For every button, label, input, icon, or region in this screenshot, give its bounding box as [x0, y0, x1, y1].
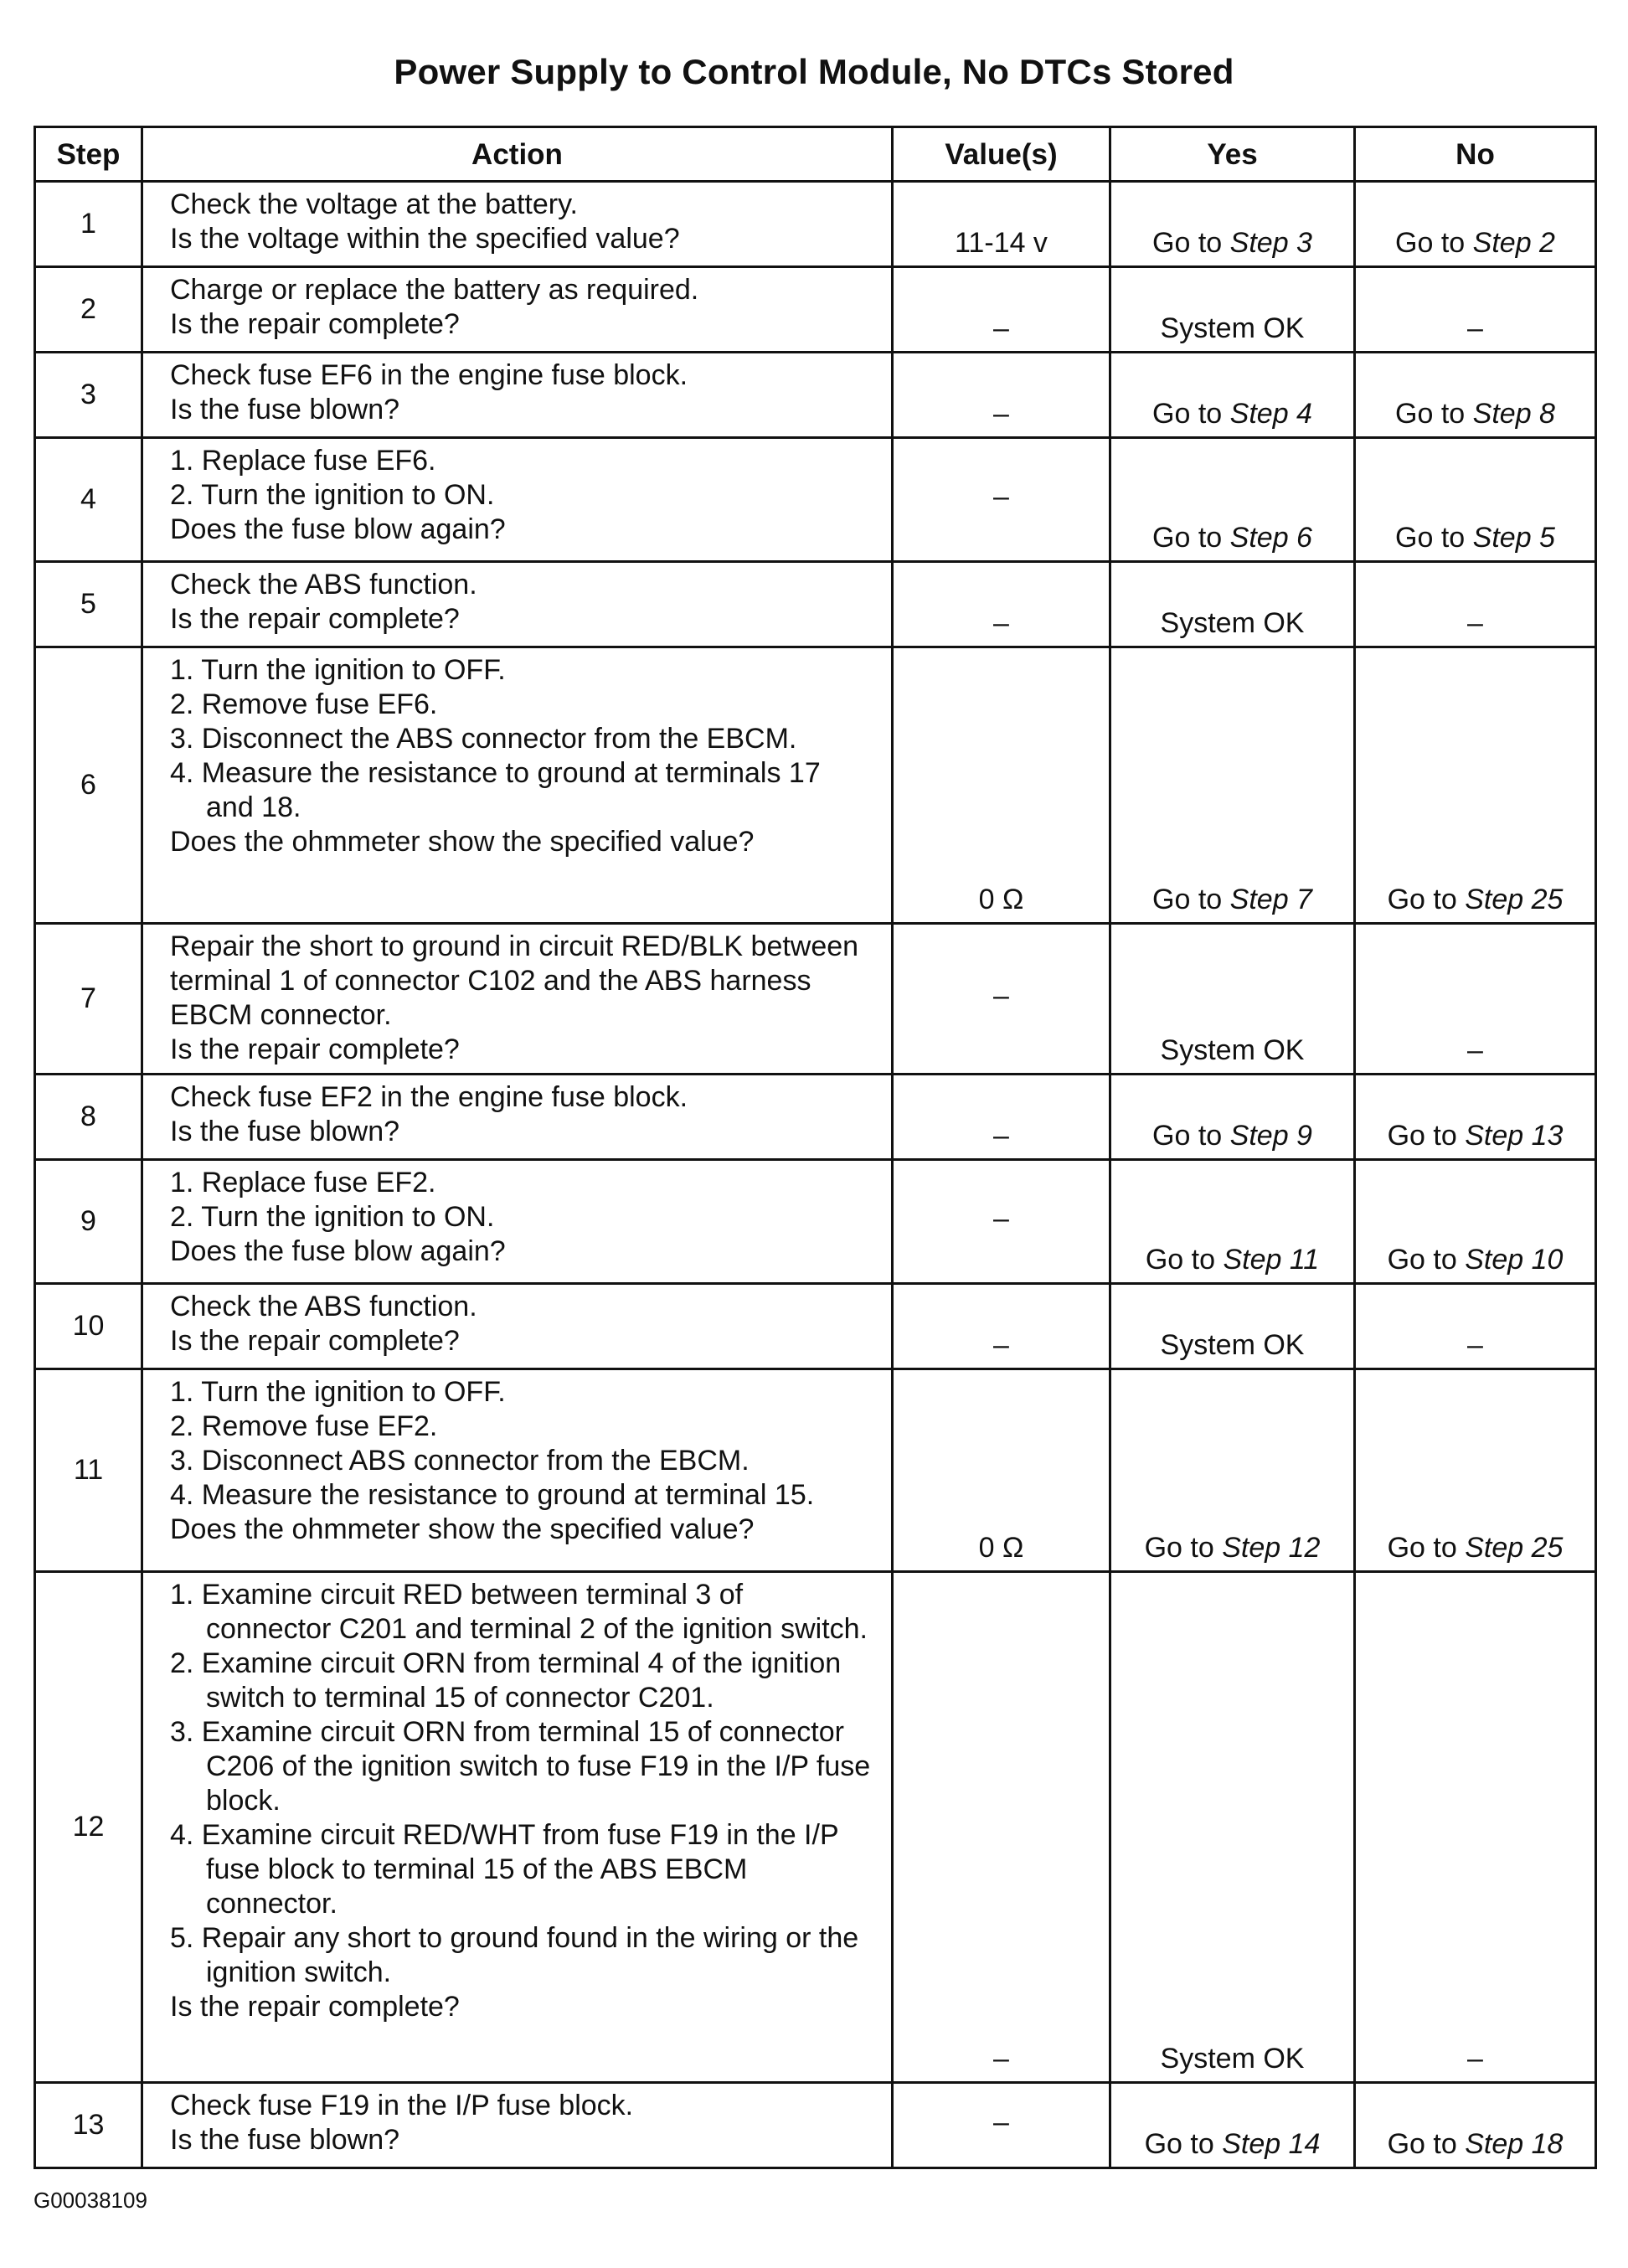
yes-cell: [1110, 1369, 1355, 1572]
no-cell: [1355, 2083, 1596, 2168]
action-cell: [142, 2083, 893, 2168]
action-line: 1. Replace fuse EF6.: [170, 445, 436, 477]
goto-prefix: Go to: [1395, 522, 1466, 554]
step-number: 5: [35, 562, 142, 647]
goto-step-ref: Step 6: [1229, 522, 1312, 554]
value-cell: –: [893, 2083, 1110, 2168]
no-cell: [1355, 647, 1596, 924]
no-cell: [1355, 1160, 1596, 1284]
goto-prefix: Go to: [1152, 522, 1223, 554]
value-cell: –: [893, 267, 1110, 353]
action-line: Is the repair complete?: [170, 1991, 460, 2023]
table-row: [35, 1572, 1596, 2083]
action-line: Is the repair complete?: [170, 603, 460, 635]
header-step: Step: [35, 127, 142, 182]
action-line: 3. Disconnect the ABS connector from the EBCM.: [170, 723, 797, 755]
table-header-row: [35, 127, 1596, 182]
table-row: [35, 353, 1596, 438]
action-line: Does the fuse blow again?: [170, 513, 506, 545]
goto-prefix: Go to: [1152, 227, 1223, 259]
table-row: [35, 562, 1596, 647]
step-number: 8: [35, 1075, 142, 1160]
action-line: 2. Examine circuit ORN from terminal 4 of the ignition switch to terminal 15 of connector C201.: [170, 1647, 842, 1714]
action-line: Charge or replace the battery as required.: [170, 274, 699, 306]
table-row: [35, 182, 1596, 267]
action-line: Is the repair complete?: [170, 1033, 460, 1065]
header-values: Value(s): [893, 127, 1110, 182]
step-number: 11: [35, 1369, 142, 1572]
action-line: 4. Measure the resistance to ground at terminal 15.: [170, 1479, 815, 1511]
action-cell: [142, 267, 893, 353]
action-line: 3. Examine circuit ORN from terminal 15 of connector C206 of the ignition switch to fuse F19 in the I/P fuse block.: [170, 1716, 871, 1817]
yes-cell: [1110, 647, 1355, 924]
no-cell: [1355, 1075, 1596, 1160]
action-cell: [142, 562, 893, 647]
header-yes: Yes: [1110, 127, 1355, 182]
no-cell: [1355, 353, 1596, 438]
value-cell: –: [893, 1160, 1110, 1284]
action-line: Check the voltage at the battery.: [170, 188, 578, 220]
action-cell: [142, 1160, 893, 1284]
goto-step-ref: Step 13: [1465, 1120, 1564, 1152]
action-line: 2. Remove fuse EF6.: [170, 688, 438, 720]
step-number: 4: [35, 438, 142, 562]
goto-step-ref: Step 10: [1465, 1244, 1564, 1276]
yes-cell: System OK: [1110, 267, 1355, 353]
goto-step-ref: Step 11: [1223, 1244, 1320, 1276]
no-cell: –: [1355, 924, 1596, 1075]
no-cell: [1355, 438, 1596, 562]
value-cell: 0 Ω: [893, 1369, 1110, 1572]
value-cell: –: [893, 924, 1110, 1075]
no-cell: [1355, 1369, 1596, 1572]
value-cell: –: [893, 1572, 1110, 2083]
action-line: Check fuse EF6 in the engine fuse block.: [170, 359, 688, 391]
yes-cell: System OK: [1110, 1284, 1355, 1369]
action-cell: [142, 1284, 893, 1369]
goto-step-ref: Step 3: [1229, 227, 1312, 259]
yes-cell: [1110, 353, 1355, 438]
step-number: 3: [35, 353, 142, 438]
goto-step-ref: Step 7: [1229, 884, 1312, 915]
table-row: [35, 1160, 1596, 1284]
action-line: Check fuse EF2 in the engine fuse block.: [170, 1081, 688, 1113]
action-line: Check fuse F19 in the I/P fuse block.: [170, 2090, 634, 2121]
goto-prefix: Go to: [1145, 1244, 1216, 1276]
action-line: 1. Examine circuit RED between terminal 3 of connector C201 and terminal 2 of the ignition switch.: [170, 1579, 868, 1645]
action-line: 1. Turn the ignition to OFF.: [170, 654, 506, 686]
goto-step-ref: Step 12: [1222, 1532, 1321, 1564]
action-line: Is the fuse blown?: [170, 394, 400, 425]
table-row: [35, 1369, 1596, 1572]
no-cell: [1355, 182, 1596, 267]
step-number: 2: [35, 267, 142, 353]
action-cell: [142, 647, 893, 924]
goto-prefix: Go to: [1144, 2128, 1214, 2160]
action-line: 1. Turn the ignition to OFF.: [170, 1376, 506, 1408]
step-number: 12: [35, 1572, 142, 2083]
goto-prefix: Go to: [1395, 227, 1466, 259]
goto-prefix: Go to: [1387, 2128, 1457, 2160]
action-line: 1. Replace fuse EF2.: [170, 1167, 436, 1198]
table-row: [35, 2083, 1596, 2168]
yes-cell: [1110, 2083, 1355, 2168]
yes-cell: [1110, 438, 1355, 562]
action-cell: [142, 1369, 893, 1572]
action-cell: [142, 438, 893, 562]
value-cell: –: [893, 562, 1110, 647]
goto-step-ref: Step 18: [1465, 2128, 1564, 2160]
goto-prefix: Go to: [1387, 884, 1457, 915]
table-row: [35, 924, 1596, 1075]
yes-cell: [1110, 1075, 1355, 1160]
action-cell: [142, 1572, 893, 2083]
no-cell: –: [1355, 1572, 1596, 2083]
figure-id: G00038109: [33, 2188, 147, 2213]
goto-prefix: Go to: [1387, 1532, 1457, 1564]
action-line: Check the ABS function.: [170, 1291, 477, 1322]
action-cell: [142, 1075, 893, 1160]
action-line: Is the voltage within the specified value?: [170, 223, 680, 255]
action-line: Is the repair complete?: [170, 1325, 460, 1357]
value-cell: –: [893, 438, 1110, 562]
action-line: 2. Turn the ignition to ON.: [170, 1201, 495, 1233]
step-number: 10: [35, 1284, 142, 1369]
step-number: 1: [35, 182, 142, 267]
action-line: 5. Repair any short to ground found in the wiring or the ignition switch.: [170, 1922, 859, 1988]
yes-cell: System OK: [1110, 562, 1355, 647]
goto-step-ref: Step 14: [1222, 2128, 1321, 2160]
value-cell: 11-14 v: [893, 182, 1110, 267]
action-line: Is the repair complete?: [170, 308, 460, 340]
page-title: Power Supply to Control Module, No DTCs Stored: [394, 52, 1234, 91]
action-line: Is the fuse blown?: [170, 2124, 400, 2156]
table-row: [35, 267, 1596, 353]
action-cell: [142, 353, 893, 438]
goto-prefix: Go to: [1387, 1120, 1457, 1152]
action-line: 4. Examine circuit RED/WHT from fuse F19 in the I/P fuse block to terminal 15 of the ABS EBCM connector.: [170, 1819, 839, 1920]
action-line: Is the fuse blown?: [170, 1116, 400, 1147]
table-row: [35, 1284, 1596, 1369]
goto-step-ref: Step 5: [1472, 522, 1555, 554]
action-line: Does the ohmmeter show the specified value?: [170, 1513, 755, 1545]
value-cell: 0 Ω: [893, 647, 1110, 924]
goto-prefix: Go to: [1152, 398, 1223, 430]
goto-step-ref: Step 4: [1229, 398, 1312, 430]
action-line: Check the ABS function.: [170, 569, 477, 601]
goto-step-ref: Step 25: [1465, 1532, 1564, 1564]
action-line: 4. Measure the resistance to ground at terminals 17 and 18.: [170, 757, 821, 823]
goto-prefix: Go to: [1152, 884, 1223, 915]
action-cell: [142, 182, 893, 267]
action-cell: [142, 924, 893, 1075]
yes-cell: System OK: [1110, 924, 1355, 1075]
action-line: Repair the short to ground in circuit RED/BLK between terminal 1 of connector C102 and the ABS harness EBCM connector.: [170, 930, 859, 1031]
value-cell: –: [893, 1284, 1110, 1369]
yes-cell: [1110, 1160, 1355, 1284]
table-row: [35, 438, 1596, 562]
goto-step-ref: Step 8: [1472, 398, 1555, 430]
action-line: 2. Remove fuse EF2.: [170, 1410, 438, 1442]
yes-cell: [1110, 182, 1355, 267]
table-body: [35, 182, 1596, 2168]
goto-step-ref: Step 2: [1472, 227, 1555, 259]
action-line: Does the ohmmeter show the specified value?: [170, 826, 755, 858]
action-line: 3. Disconnect ABS connector from the EBCM.: [170, 1445, 750, 1477]
value-cell: –: [893, 1075, 1110, 1160]
header-action: Action: [142, 127, 893, 182]
step-number: 13: [35, 2083, 142, 2168]
goto-prefix: Go to: [1144, 1532, 1214, 1564]
goto-step-ref: Step 9: [1229, 1120, 1312, 1152]
step-number: 7: [35, 924, 142, 1075]
no-cell: –: [1355, 267, 1596, 353]
goto-prefix: Go to: [1387, 1244, 1457, 1276]
value-cell: –: [893, 353, 1110, 438]
action-line: 2. Turn the ignition to ON.: [170, 479, 495, 511]
goto-step-ref: Step 25: [1465, 884, 1564, 915]
step-number: 9: [35, 1160, 142, 1284]
diagnostic-table: [33, 126, 1597, 2169]
step-number: 6: [35, 647, 142, 924]
no-cell: –: [1355, 562, 1596, 647]
goto-prefix: Go to: [1395, 398, 1466, 430]
header-no: No: [1355, 127, 1596, 182]
table-row: [35, 1075, 1596, 1160]
goto-prefix: Go to: [1152, 1120, 1223, 1152]
table-row: [35, 647, 1596, 924]
no-cell: –: [1355, 1284, 1596, 1369]
yes-cell: System OK: [1110, 1572, 1355, 2083]
action-line: Does the fuse blow again?: [170, 1235, 506, 1267]
